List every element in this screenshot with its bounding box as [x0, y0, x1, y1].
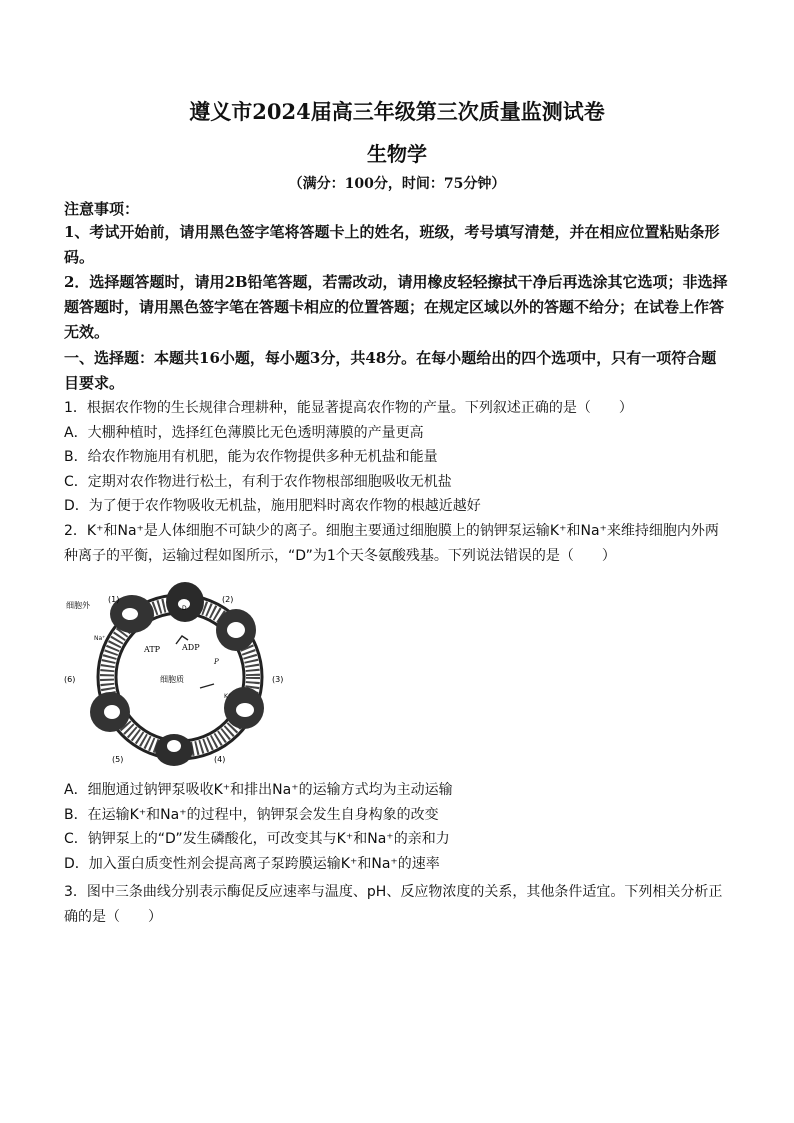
step-label-4: (4) [214, 755, 226, 764]
label-outside: 细胞外 [66, 601, 90, 610]
pump-protein-5 [155, 734, 193, 766]
question-2-option-b: B．在运输K⁺和Na⁺的过程中，钠钾泵会发生自身构象的改变 [64, 806, 439, 823]
question-1-option-d: D．为了便于农作物吸收无机盐，施用肥料时离农作物的根越近越好 [64, 498, 481, 514]
question-1-option-c: C．定期对农作物进行松土，有利于农作物根部细胞吸收无机盐 [64, 473, 452, 490]
subject-title: 生物学 [367, 142, 427, 166]
notes-item-1: 1、考试开始前，请用黑色签字笔将答题卡上的姓名，班级，考号填写清楚，并在相应位置粘贴条形码。 [64, 223, 720, 266]
step-label-2: (2) [222, 595, 234, 604]
question-2-option-c: C．钠钾泵上的“D”发生磷酸化，可改变其与K⁺和Na⁺的亲和力 [64, 831, 450, 847]
question-2-option-a: A．细胞通过钠钾泵吸收K⁺和排出Na⁺的运输方式均为主动运输 [64, 782, 453, 798]
step-label-6: (6) [64, 675, 76, 684]
notes-item-2: 2．选择题答题时，请用2B铅笔答题，若需改动，请用橡皮轻轻擦拭干净后再选涂其它选项；非选择题答题时，请用黑色签字笔在答题卡相应的位置答题；在规定区域以外的答题不给分；在试卷上作答无效。 [64, 273, 728, 341]
label-atp: ATP [144, 645, 161, 654]
pump-protein-6 [90, 692, 130, 732]
ion-k-label: K⁺ [224, 693, 232, 700]
notes-heading: 注意事项： [64, 200, 140, 218]
step-label-5: (5) [112, 755, 124, 764]
label-adp: ADP [182, 643, 200, 652]
ion-na-label: Na⁺ [94, 635, 106, 642]
phosphate-arrow [200, 684, 214, 688]
pump-protein-3 [216, 609, 256, 651]
question-1 [64, 396, 732, 519]
section-1-heading: 一、选择题：本题共16小题，每小题3分，共48分。在每小题给出的四个选项中，只有一项符合题目要求。 [64, 349, 717, 392]
label-phosphate: P [214, 658, 219, 666]
sodium-potassium-pump-diagram [64, 578, 294, 768]
exam-meta: （满分：100分，时间：75分钟） [288, 176, 506, 192]
pump-protein-2 [166, 582, 204, 622]
question-1-option-a: A．大棚种植时，选择红色薄膜比无色透明薄膜的产量更高 [64, 424, 424, 441]
question-2-stem: 2．K⁺和Na⁺是人体细胞不可缺少的离子。细胞主要通过细胞膜上的钠钾泵运输K⁺和Na⁺来维持细胞内外两种离子的平衡，运输过程如图所示，“D”为1个天冬氨酸残基。下列说法错误的是（ ） [64, 523, 719, 564]
question-2-options [64, 778, 732, 876]
label-aspartate: D [182, 605, 187, 612]
question-1-stem: 1．根据农作物的生长规律合理耕种，能显著提高农作物的产量。下列叙述正确的是（ ） [64, 400, 633, 416]
label-cytoplasm: 细胞质 [160, 675, 184, 684]
step-label-3: (3) [272, 675, 284, 684]
question-2-option-d: D．加入蛋白质变性剂会提高离子泵跨膜运输K⁺和Na⁺的速率 [64, 855, 440, 872]
exam-title: 遵义市2024届高三年级第三次质量监测试卷 [189, 99, 605, 124]
step-label-1: (1) [108, 595, 120, 604]
question-3-stem: 3．图中三条曲线分别表示酶促反应速率与温度、pH、反应物浓度的关系，其他条件适宜。下列相关分析正确的是（ ） [64, 884, 723, 925]
question-1-option-b: B．给农作物施用有机肥，能为农作物提供多种无机盐和能量 [64, 449, 438, 465]
